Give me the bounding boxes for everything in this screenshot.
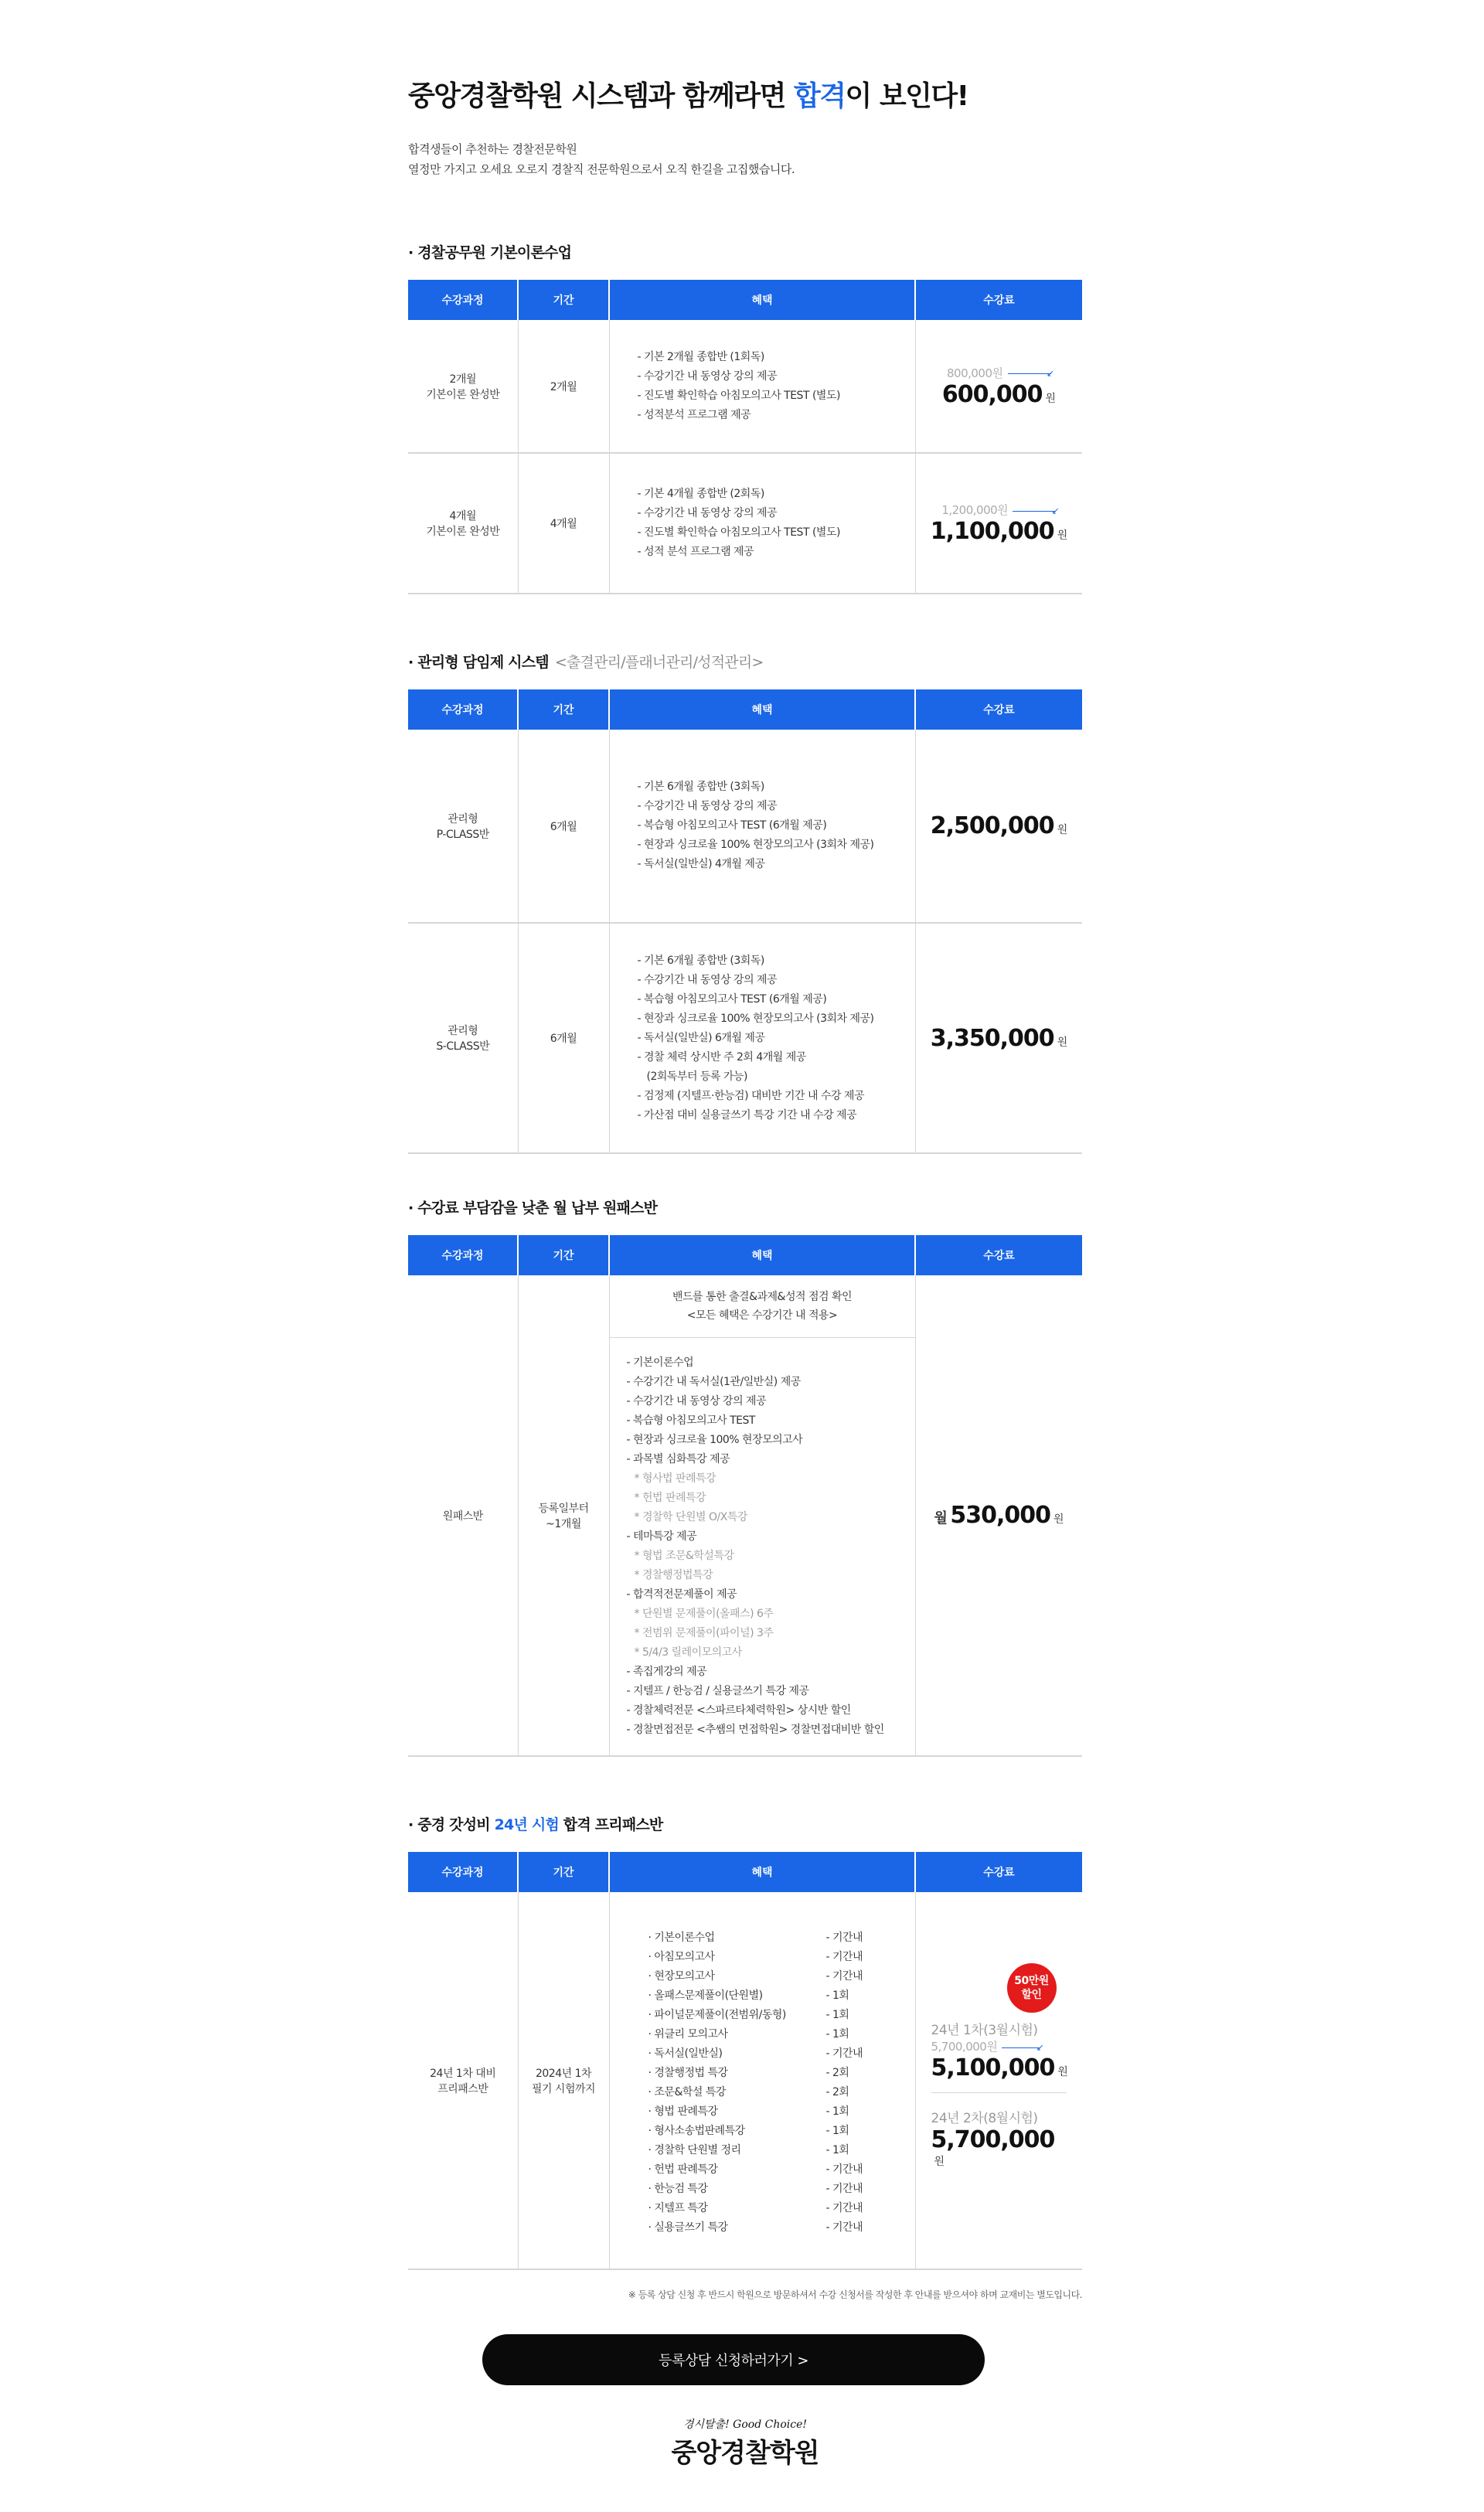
table-header [408,1852,1082,1892]
benefit-item: · 현장모의고사 [648,1969,715,1983]
header-fee: 수강료 [915,1235,1082,1275]
header-benefit: 혜택 [609,689,915,730]
section-title-text: · 관리형 담임제 시스템 [408,654,549,671]
table-row [408,923,1082,1153]
sale-price: 2,500,000 [930,812,1054,839]
benefit-item: - 경찰면접전문 <추쌤의 면접학원> 경찰면접대비반 할인 [626,1724,884,1736]
benefit-cell [609,730,915,923]
section-title-text: · 중경 갓성비 [408,1816,495,1833]
header-fee: 수강료 [915,689,1082,730]
fee-cell [915,453,1082,594]
benefit-subitem: * 경찰행정법특강 [634,1569,713,1581]
benefit-item: - 현장과 싱크로율 100% 현장모의고사 [626,1434,803,1446]
benefit-item: - 수강기간 내 동영상 강의 제공 [637,800,778,812]
currency-unit: 원 [1057,529,1067,542]
benefit-item: - 가산점 대비 실용글쓰기 특강 기간 내 수강 제공 [637,1108,857,1122]
course-name: 2개월 [449,373,476,386]
sale-price: 600,000 [941,380,1043,408]
benefit-item: - 테마특강 제공 [626,1530,697,1543]
period-cell: 6개월 [518,923,609,1153]
benefit-item: · 아침모의고사 [648,1950,715,1963]
header-benefit: 혜택 [609,1852,915,1892]
course-cell [408,730,518,923]
period-cell: 4개월 [518,453,609,594]
period-cell [518,1892,609,2269]
benefit-item: · 올패스문제풀이(단원별) [648,1989,763,2002]
currency-unit: 원 [1057,2066,1068,2078]
table-row [408,1275,1082,1756]
header-period: 기간 [518,1235,609,1275]
benefit-item: - 경찰 체력 상시반 주 2회 4개월 제공 [637,1050,806,1064]
currency-unit: 원 [1045,392,1056,405]
period-cell [518,1275,609,1756]
benefit-item: (2회독부터 등록 가능) [646,1070,747,1083]
discount-arrow-icon [1013,511,1056,512]
benefit-item: - 진도별 확인학습 아침모의고사 TEST (별도) [637,526,840,539]
registration-note: ※ 등록 상담 신청 후 반드시 학원으로 방문하셔서 수강 신청서를 작성한 후 안내를 받으셔야 하며 교재비는 별도입니다. [628,2289,1082,2300]
header-period: 기간 [518,1852,609,1892]
benefit-subitem: * 전범위 문제풀이(파이널) 3주 [634,1627,774,1639]
price-table-onepass [408,1235,1082,1757]
discount-arrow-icon [1002,2047,1040,2048]
benefit-subitem: * 5/4/3 릴레이모의고사 [634,1646,742,1659]
benefit-subitem: * 형법 조문&학설특강 [634,1550,734,1562]
benefit-item: - 경찰체력전문 <스파르타체력학원> 상시반 할인 [626,1704,851,1717]
register-consult-button[interactable]: 등록상담 신청하러가기 > [482,2334,985,2385]
exam-label: 24년 2차(8월시험) [931,2111,1038,2126]
benefit-item: · 조문&학설 특강 [648,2085,726,2098]
benefit-quantities [826,1928,863,2238]
price-table-basic [408,280,1082,594]
notice-line-2: <모든 혜택은 수강기간 내 적용> [686,1309,838,1322]
title-text-end: 이 보인다! [845,80,968,112]
course-name: 관리형 [448,1025,478,1037]
table-header [408,280,1082,320]
period-line-2: 필기 시험까지 [531,2082,596,2095]
benefit-quantity: - 기간내 [825,2221,863,2234]
benefit-quantity: - 기간내 [825,2163,863,2176]
benefit-item: · 기본이론수업 [648,1931,715,1944]
benefit-quantity: - 2회 [825,2085,849,2098]
discount-badge [1007,1963,1057,2013]
exam-2-block [931,2092,1067,2169]
discount-arrow-icon [1008,373,1051,374]
benefit-quantity: - 1회 [825,1989,849,2002]
title-text: 중앙경찰학원 시스템과 함께라면 [408,80,794,112]
benefit-item: · 한능검 특강 [648,2182,708,2195]
section-title-onepass: · 수강료 부담감을 낮춘 월 납부 원패스반 [408,1200,658,1217]
course-cell [408,320,518,453]
benefit-item: · 실용글쓰기 특강 [648,2221,728,2234]
table-row [408,453,1082,594]
benefit-list [638,485,915,562]
benefit-item: - 복습형 아침모의고사 TEST [626,1414,755,1427]
period-line-1: 등록일부터 [538,1502,589,1515]
logo-tagline: 경시탈출! Good Choice! [682,2418,807,2431]
section-title-managed [408,651,764,672]
benefit-item: · 헌법 판례특강 [648,2163,718,2176]
fee-cell [915,1275,1082,1756]
fee-cell [915,730,1082,923]
course-cell [408,923,518,1153]
section-title-freepass [408,1813,662,1834]
header-course: 수강과정 [408,1852,518,1892]
section-title-text-end: 합격 프리패스반 [558,1816,663,1833]
benefit-item: - 기본 2개월 종합반 (1회독) [637,350,764,363]
section-title-sub: <출결관리/플래너관리/성적관리> [554,654,764,671]
benefit-item: · 형법 판례특강 [648,2105,718,2118]
exam-1-block [916,1892,1083,2081]
benefit-item: · 지텔프 특강 [648,2201,708,2214]
sale-price: 5,100,000 [931,2054,1055,2081]
benefit-item: - 기본 4개월 종합반 (2회독) [637,488,764,500]
table-row [408,730,1082,923]
benefit-quantity: - 기간내 [825,1969,863,1983]
section-title-basic: · 경찰공무원 기본이론수업 [408,244,572,261]
benefit-quantity: - 기간내 [825,2182,863,2195]
header-benefit: 혜택 [609,1235,915,1275]
currency-unit: 원 [1057,1036,1067,1049]
benefit-quantity: - 1회 [825,2124,849,2137]
benefit-cell [609,320,915,453]
header-course: 수강과정 [408,280,518,320]
sale-price: 5,700,000 [931,2126,1055,2153]
sale-price: 1,100,000 [930,518,1054,545]
benefit-list [638,778,915,874]
benefit-list [610,1338,915,1754]
benefit-quantity: - 1회 [825,2105,849,2118]
benefit-subitem: * 경찰학 단원별 O/X특강 [634,1511,747,1523]
section-title-highlight: 24년 시험 [494,1816,559,1833]
benefit-quantity: - 기간내 [825,2047,863,2060]
fee-cell [915,923,1082,1153]
benefit-item: - 족집게강의 제공 [626,1666,707,1678]
benefit-quantity: - 기간내 [825,2201,863,2214]
benefit-item: - 복습형 아침모의고사 TEST (6개월 제공) [637,992,827,1006]
academy-logo [408,2416,1082,2469]
table-row [408,1892,1082,2269]
course-cell [408,453,518,594]
currency-unit: 원 [934,2156,945,2168]
exam-label: 24년 1차(3월시험) [931,2023,1038,2038]
benefit-quantity: - 1회 [825,2027,849,2041]
benefit-grid [610,1908,915,2253]
benefit-cell [609,923,915,1153]
page-title [408,74,968,114]
table-row [408,320,1082,453]
benefit-cell [609,1892,915,2269]
benefit-item: - 현장과 싱크로율 100% 현장모의고사 (3회차 제공) [637,839,874,851]
benefit-notice [610,1275,915,1338]
period-line-1: 2024년 1차 [535,2067,592,2080]
fee-cell [915,320,1082,453]
header-benefit: 혜택 [609,280,915,320]
header-period: 기간 [518,280,609,320]
benefit-item: - 지텔프 / 한능검 / 실용글쓰기 특강 제공 [626,1685,809,1697]
course-name-sub: P-CLASS반 [436,828,489,841]
period-cell: 2개월 [518,320,609,453]
benefit-item: · 파이널문제풀이(전범위/동형) [648,2008,786,2021]
benefit-subitem: * 형사법 판례특강 [634,1472,716,1485]
table-header [408,689,1082,730]
benefit-item: - 기본 6개월 종합반 (3회독) [637,954,764,967]
period-cell: 6개월 [518,730,609,923]
table-header [408,1235,1082,1275]
fee-cell [915,1892,1082,2269]
benefit-item: - 수강기간 내 동영상 강의 제공 [626,1395,767,1407]
course-name-sub: 기본이론 완성반 [426,526,500,538]
currency-unit: 원 [1053,1513,1064,1526]
course-name: 24년 1차 대비 [430,2067,496,2080]
original-price: 5,700,000원 [931,2040,998,2054]
benefit-item: - 수강기간 내 동영상 강의 제공 [637,369,778,383]
original-price: 800,000원 [946,366,1003,380]
benefit-item: · 위클리 모의고사 [648,2027,728,2041]
course-name-sub: 프리패스반 [437,2082,488,2095]
period-line-2: ~1개월 [546,1517,581,1530]
subtitle-line-1: 합격생들이 추천하는 경찰전문학원 [408,142,577,156]
price-table-managed [408,689,1082,1154]
benefit-item: - 진도별 확인학습 아침모의고사 TEST (별도) [637,389,840,402]
original-price: 1,200,000원 [941,503,1009,517]
benefit-quantity: - 1회 [825,2008,849,2021]
benefit-cell [609,1275,915,1756]
page-subtitle [408,139,795,179]
header-course: 수강과정 [408,689,518,730]
title-highlight: 합격 [793,80,846,112]
benefit-quantity: - 기간내 [825,1931,863,1944]
course-cell: 원패스반 [408,1275,518,1756]
logo-name: 중앙경찰학원 [671,2438,819,2469]
currency-unit: 원 [1057,824,1067,836]
price-table-freepass [408,1852,1082,2270]
benefit-list [638,348,915,425]
benefit-item: - 기본 6개월 종합반 (3회독) [637,781,764,793]
badge-line-1: 50만원 [1014,1975,1049,1987]
benefit-subitem: * 헌법 판례특강 [634,1492,706,1504]
badge-line-2: 할인 [1021,1989,1042,2001]
subtitle-line-2: 열정만 가지고 오세요 오로지 경찰직 전문학원으로서 오직 한길을 고집했습니다. [408,162,795,176]
benefit-item: - 독서실(일반실) 4개월 제공 [637,858,765,870]
benefit-item: - 수강기간 내 동영상 강의 제공 [637,507,778,519]
benefit-item: - 검정제 (지텔프·한능검) 대비반 기간 내 수강 제공 [637,1089,865,1102]
header-fee: 수강료 [915,280,1082,320]
benefit-item: - 기본이론수업 [626,1356,694,1369]
benefit-cell [609,453,915,594]
notice-line-1: 밴드를 통한 출결&과제&성적 점검 확인 [672,1291,852,1303]
benefit-item: · 경찰학 단원별 정리 [648,2143,741,2156]
benefit-item: · 독서실(일반실) [648,2047,723,2060]
benefit-item: - 수강기간 내 독서실(1관/일반실) 제공 [626,1376,801,1388]
benefit-item: - 복습형 아침모의고사 TEST (6개월 제공) [637,819,827,832]
sale-price: 530,000 [950,1502,1050,1529]
benefit-quantity: - 기간내 [825,1950,863,1963]
benefit-item: - 과목별 심화특강 제공 [626,1453,730,1465]
price-prefix: 월 [934,1510,948,1527]
header-fee: 수강료 [915,1852,1082,1892]
course-name-sub: S-CLASS반 [436,1040,490,1053]
course-name-sub: 기본이론 완성반 [426,388,500,401]
course-name: 4개월 [449,510,476,522]
benefit-item: - 현장과 싱크로율 100% 현장모의고사 (3회차 제공) [637,1012,874,1025]
benefit-quantity: - 2회 [825,2066,849,2079]
benefit-item: - 성적분석 프로그램 제공 [637,408,751,421]
sale-price: 3,350,000 [930,1024,1054,1052]
header-period: 기간 [518,689,609,730]
benefit-list [638,951,915,1125]
header-course: 수강과정 [408,1235,518,1275]
benefit-item: - 합격적전문제풀이 제공 [626,1588,737,1601]
benefit-item: - 수강기간 내 동영상 강의 제공 [637,973,778,986]
benefit-item: · 경찰행정법 특강 [648,2066,728,2079]
benefit-item: - 독서실(일반실) 6개월 제공 [637,1031,765,1044]
benefit-subitem: * 단원별 문제풀이(올패스) 6주 [634,1608,774,1620]
benefit-quantity: - 1회 [825,2143,849,2156]
course-name: 관리형 [448,812,478,825]
benefit-item: - 성적 분석 프로그램 제공 [637,546,754,558]
benefit-item: · 형사소송법판례특강 [648,2124,745,2137]
benefit-names [648,1928,826,2238]
course-cell [408,1892,518,2269]
